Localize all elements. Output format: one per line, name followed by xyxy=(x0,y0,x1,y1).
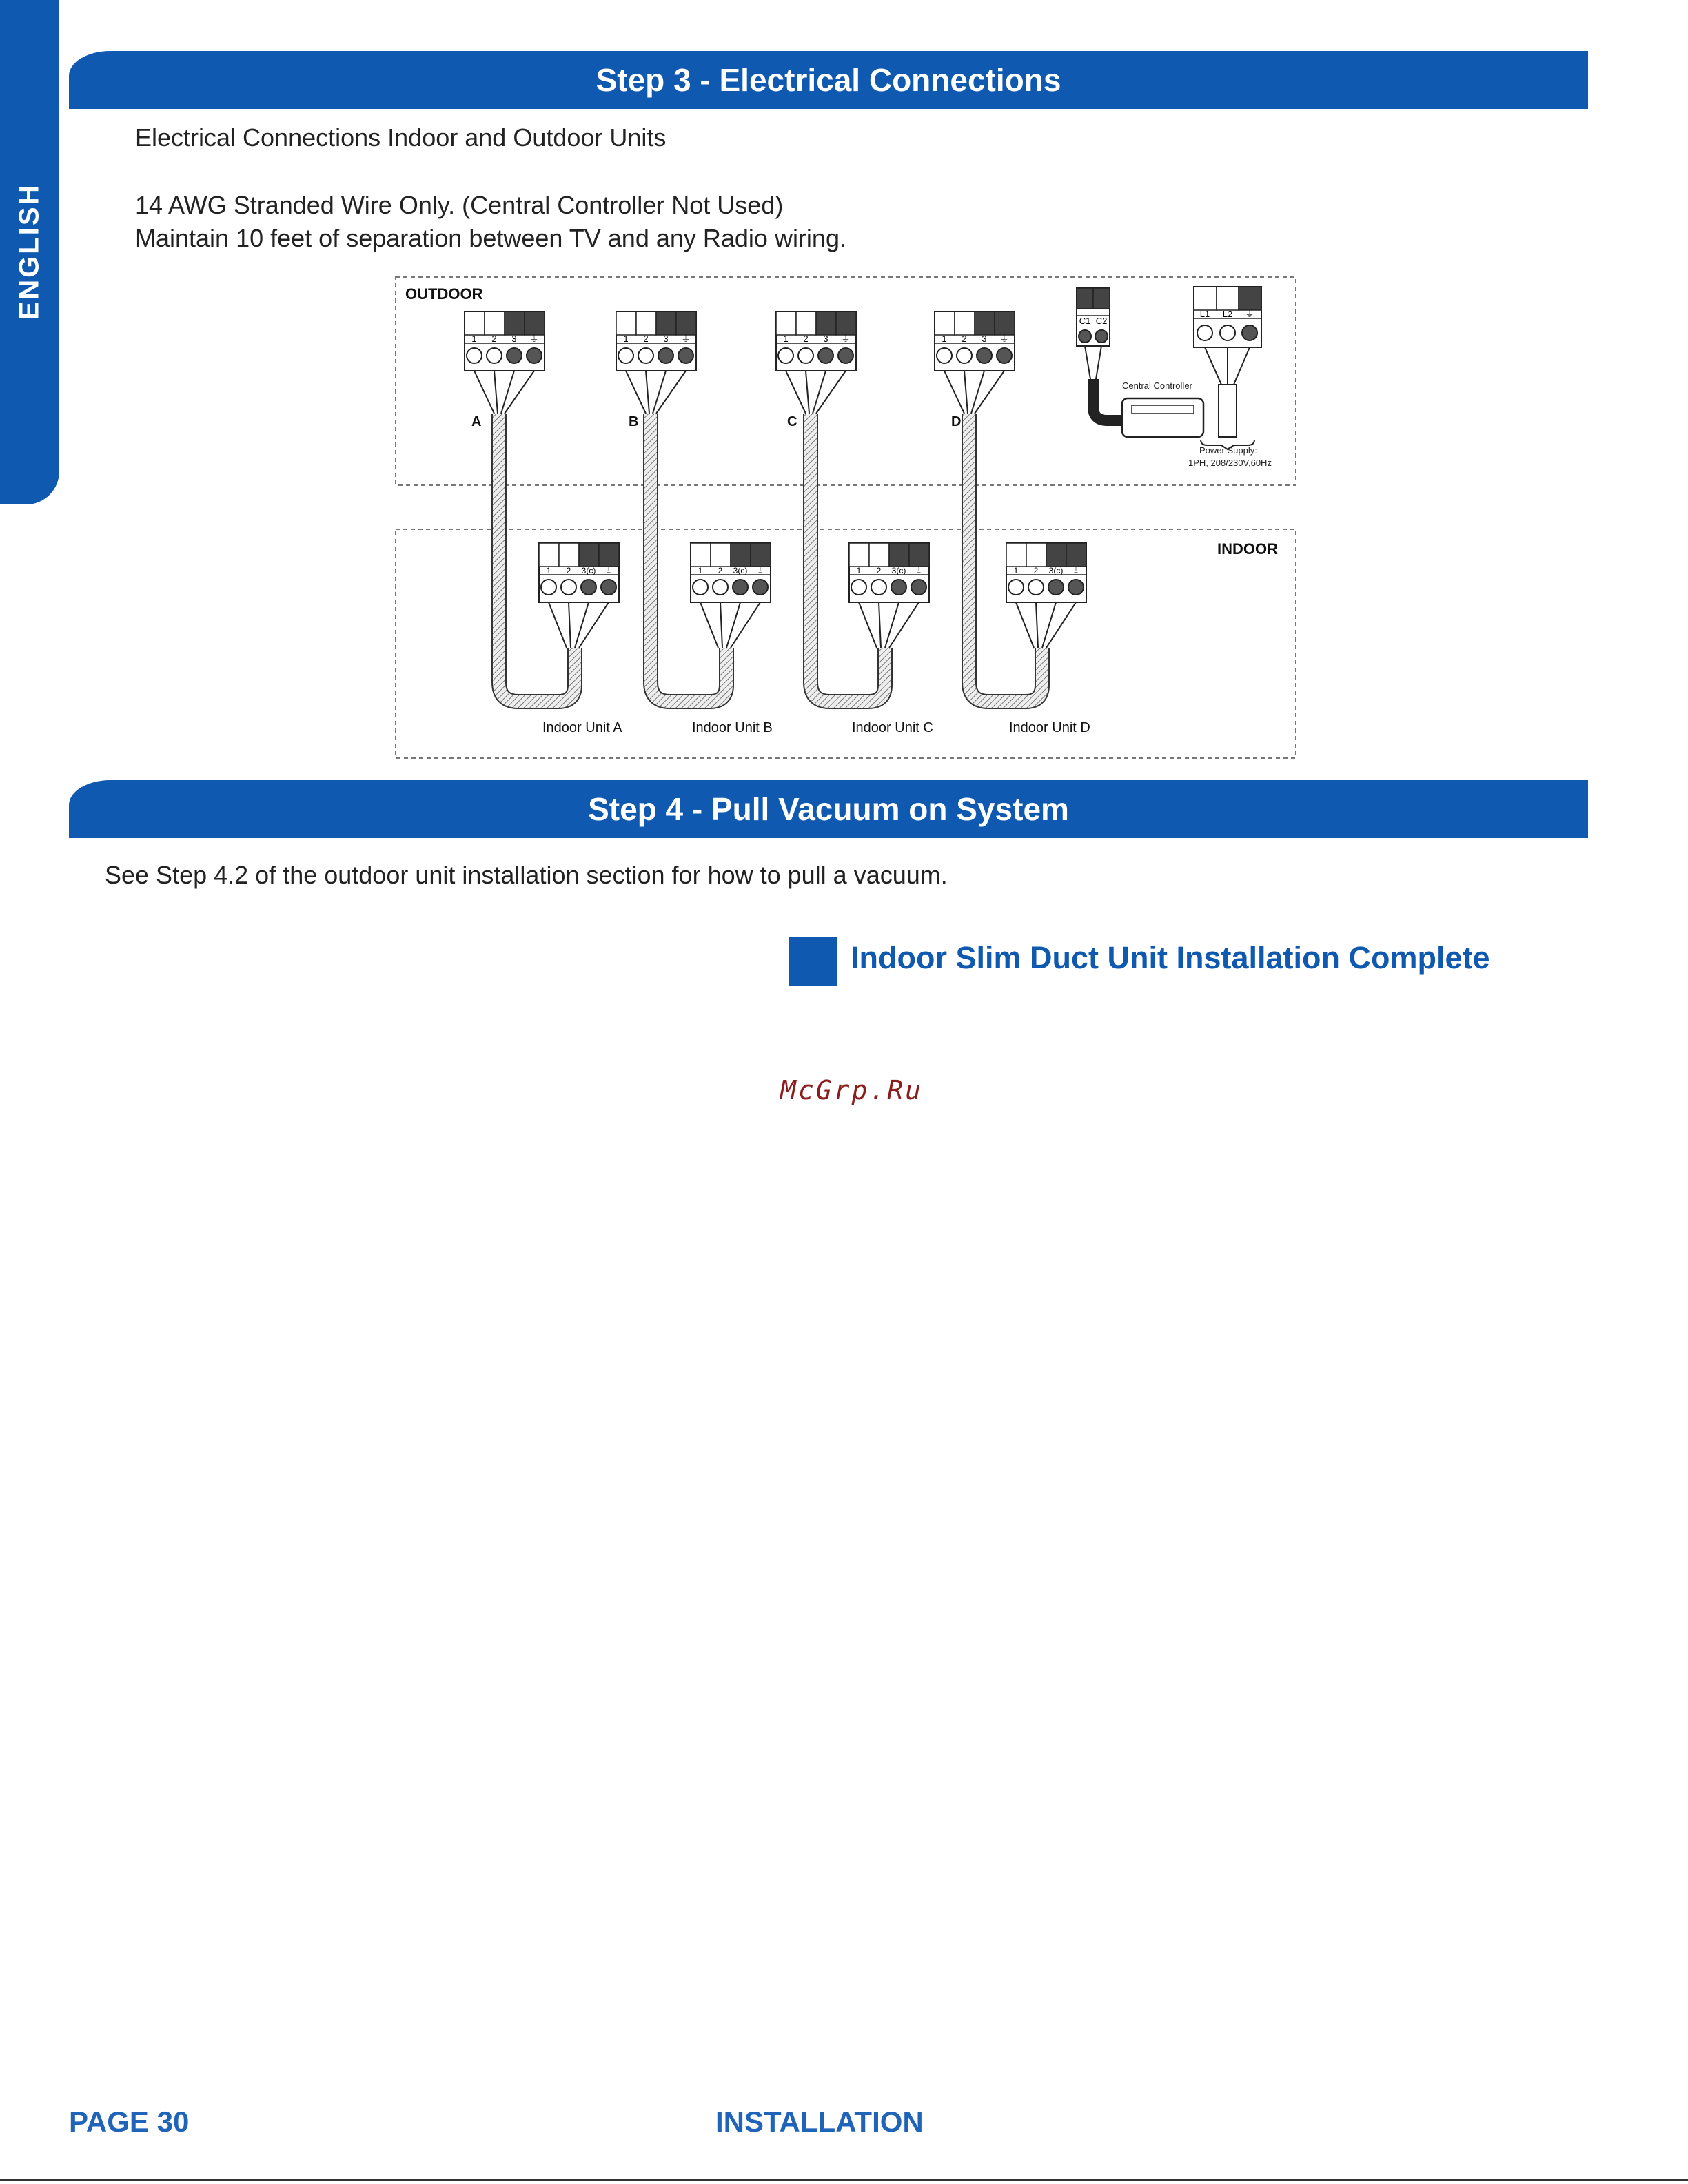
power-terminal-label: L2 xyxy=(1222,309,1233,319)
power-supply-terminal xyxy=(1188,287,1272,468)
terminal-number: 1 xyxy=(783,334,789,344)
terminal-number: 2 xyxy=(491,334,497,344)
outdoor-unit-letter: B xyxy=(629,414,639,429)
svg-text:⏚: ⏚ xyxy=(604,566,613,575)
power-supply-spec: 1PH, 208/230V,60Hz xyxy=(1188,458,1272,468)
step4-header xyxy=(69,780,1588,838)
terminal-number: 3 xyxy=(823,334,828,344)
outdoor-unit-letter: C xyxy=(787,414,797,429)
outdoor-unit-letter: A xyxy=(471,414,482,429)
outdoor-label: OUTDOOR xyxy=(405,285,483,303)
language-tab-label: ENGLISH xyxy=(14,183,45,320)
terminal-number: 3 xyxy=(982,334,987,344)
svg-text:⏚: ⏚ xyxy=(841,334,851,344)
terminal-number: 3(c) xyxy=(1048,566,1064,575)
terminal-number: 1 xyxy=(623,334,629,344)
terminal-number: 1 xyxy=(471,334,477,344)
watermark: McGrp.Ru xyxy=(780,1075,924,1105)
terminal-number: 2 xyxy=(566,566,571,575)
central-controller xyxy=(1077,288,1203,437)
terminal-number: 3(c) xyxy=(891,566,906,575)
indoor-unit-label: Indoor Unit B xyxy=(692,720,773,735)
outdoor-terminal-block-b xyxy=(616,312,696,429)
terminal-number: 3(c) xyxy=(733,566,748,575)
terminal-number: 2 xyxy=(643,334,649,344)
step4-title: Step 4 - Pull Vacuum on System xyxy=(588,791,1069,827)
terminal-number: 1 xyxy=(856,566,862,575)
terminal-number: 2 xyxy=(803,334,809,344)
terminal-number: 2 xyxy=(1033,566,1039,575)
completion-marker xyxy=(789,937,837,986)
section-name: INSTALLATION xyxy=(715,2105,924,2138)
wiring-diagram xyxy=(394,276,1299,761)
terminal-number: 3 xyxy=(511,334,517,344)
step3-separation-note: Maintain 10 feet of separation between TV and any Radio wiring. xyxy=(135,224,846,252)
step3-wire-note: 14 AWG Stranded Wire Only. (Central Controller Not Used) xyxy=(135,191,784,219)
indoor-unit-label: Indoor Unit C xyxy=(852,720,933,735)
terminal-number: 2 xyxy=(962,334,967,344)
svg-text:⏚: ⏚ xyxy=(1245,309,1254,319)
controller-terminal-label: C1 xyxy=(1079,316,1091,326)
indoor-label: INDOOR xyxy=(1217,540,1278,558)
outdoor-terminal-block-d xyxy=(935,312,1015,429)
step3-intro: Electrical Connections Indoor and Outdoor Units xyxy=(135,123,667,152)
terminal-number: 1 xyxy=(942,334,947,344)
svg-text:⏚: ⏚ xyxy=(914,566,924,575)
svg-text:⏚: ⏚ xyxy=(681,334,691,344)
page-number: PAGE 30 xyxy=(69,2105,190,2138)
controller-terminal-label: C2 xyxy=(1095,316,1108,326)
indoor-unit-label: Indoor Unit A xyxy=(542,720,622,735)
outdoor-unit-letter: D xyxy=(951,414,962,429)
indoor-unit-label: Indoor Unit D xyxy=(1009,720,1090,735)
terminal-number: 2 xyxy=(876,566,882,575)
terminal-number: 3 xyxy=(663,334,669,344)
language-tab xyxy=(0,0,59,504)
svg-text:⏚: ⏚ xyxy=(755,566,765,575)
outdoor-terminal-block-c xyxy=(776,312,856,429)
central-controller-label: Central Controller xyxy=(1122,380,1192,391)
svg-text:⏚: ⏚ xyxy=(1071,566,1081,575)
svg-text:⏚: ⏚ xyxy=(999,334,1009,344)
power-terminal-label: L1 xyxy=(1199,309,1210,319)
step3-header xyxy=(69,51,1588,109)
completion-title: Indoor Slim Duct Unit Installation Complete xyxy=(851,940,1490,975)
footer-divider xyxy=(0,2179,1688,2181)
step4-text: See Step 4.2 of the outdoor unit installation section for how to pull a vacuum. xyxy=(105,861,948,889)
terminal-number: 2 xyxy=(718,566,723,575)
outdoor-terminal-block-a xyxy=(465,312,545,429)
indoor-section xyxy=(396,529,1296,758)
terminal-number: 3(c) xyxy=(581,566,596,575)
terminal-number: 1 xyxy=(546,566,551,575)
terminal-number: 1 xyxy=(698,566,703,575)
terminal-number: 1 xyxy=(1013,566,1019,575)
power-supply-label: Power Supply: xyxy=(1199,445,1257,456)
svg-text:⏚: ⏚ xyxy=(529,334,539,344)
step3-title: Step 3 - Electrical Connections xyxy=(596,62,1061,98)
